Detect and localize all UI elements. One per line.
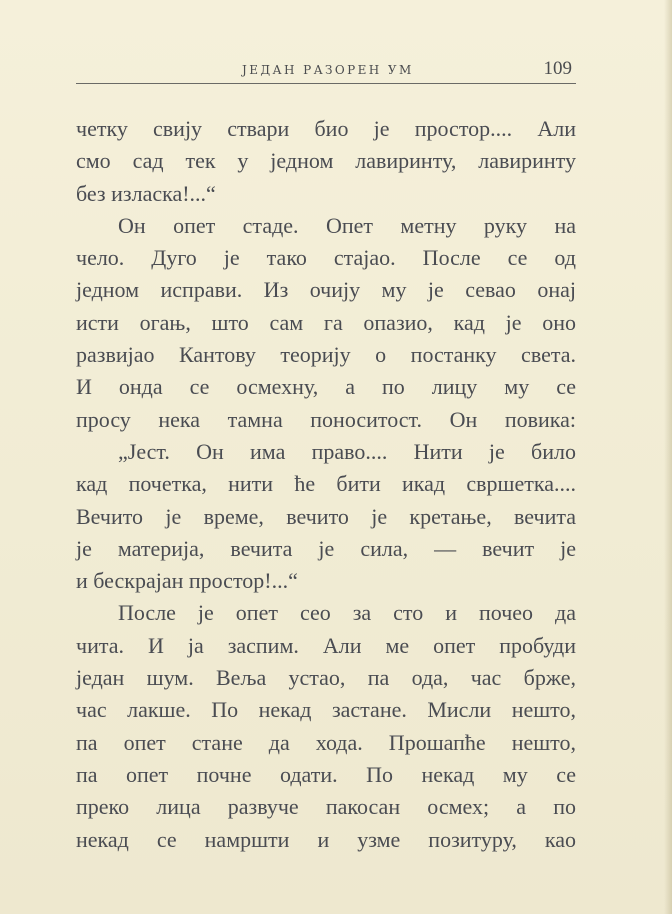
- text-line: па опет почне одати. По некад му се: [76, 761, 576, 787]
- text-line: После је опет сео за сто и почео да: [118, 600, 576, 626]
- text-line: чита. И ја заспим. Али ме опет пробуди: [76, 632, 576, 658]
- text-line: чело. Дуго је тако стајао. После се од: [76, 245, 576, 271]
- text-line: исти огањ, што сам га опазио, кад је оно: [76, 309, 576, 335]
- text-line: Он опет стаде. Опет метну руку на: [118, 212, 576, 238]
- text-line: некад се намршти и узме позитуру, као: [76, 826, 576, 852]
- text-line: четку свију ствари био је простор.... Али: [76, 116, 576, 141]
- text-line: час лакше. По некад застане. Мисли нешто,: [76, 697, 576, 723]
- text-line: кад почетка, нити ће бити икад свршетка....: [76, 471, 576, 497]
- text-line: смо сад тек у једном лавиринту, лавиринту: [76, 148, 576, 174]
- text-line: Вечито је време, вечито је кретање, вечита: [76, 503, 576, 529]
- text-line: један шум. Веља устао, па ода, час брже,: [76, 665, 576, 691]
- body-text: [76, 113, 576, 856]
- running-title: ЈЕДАН РАЗОРЕН УМ: [242, 63, 414, 77]
- text-line: И онда се осмехну, а по лицу му се: [76, 374, 576, 400]
- text-line: је материја, вечита је сила, — вечит је: [76, 535, 576, 561]
- text-line: развијао Кантову теорију о постанку света.: [76, 342, 576, 368]
- text-line: без изласка!...“: [76, 180, 216, 206]
- page-number: 109: [543, 58, 572, 79]
- text-line: и бескрајан простор!...“: [76, 568, 298, 594]
- text-line: једном исправи. Из очију му је севао онај: [76, 277, 576, 303]
- text-line: просу нека тамна поноситост. Он повика:: [76, 406, 576, 432]
- text-line: „Јест. Он има право.... Нити је било: [118, 438, 576, 464]
- page-edge-shadow: [664, 0, 672, 914]
- header-rule: [76, 83, 576, 84]
- text-line: па опет стане да хода. Прошапће нешто,: [76, 729, 576, 755]
- page-header: [76, 56, 576, 82]
- text-line: преко лица развуче пакосан осмех; а по: [76, 794, 576, 820]
